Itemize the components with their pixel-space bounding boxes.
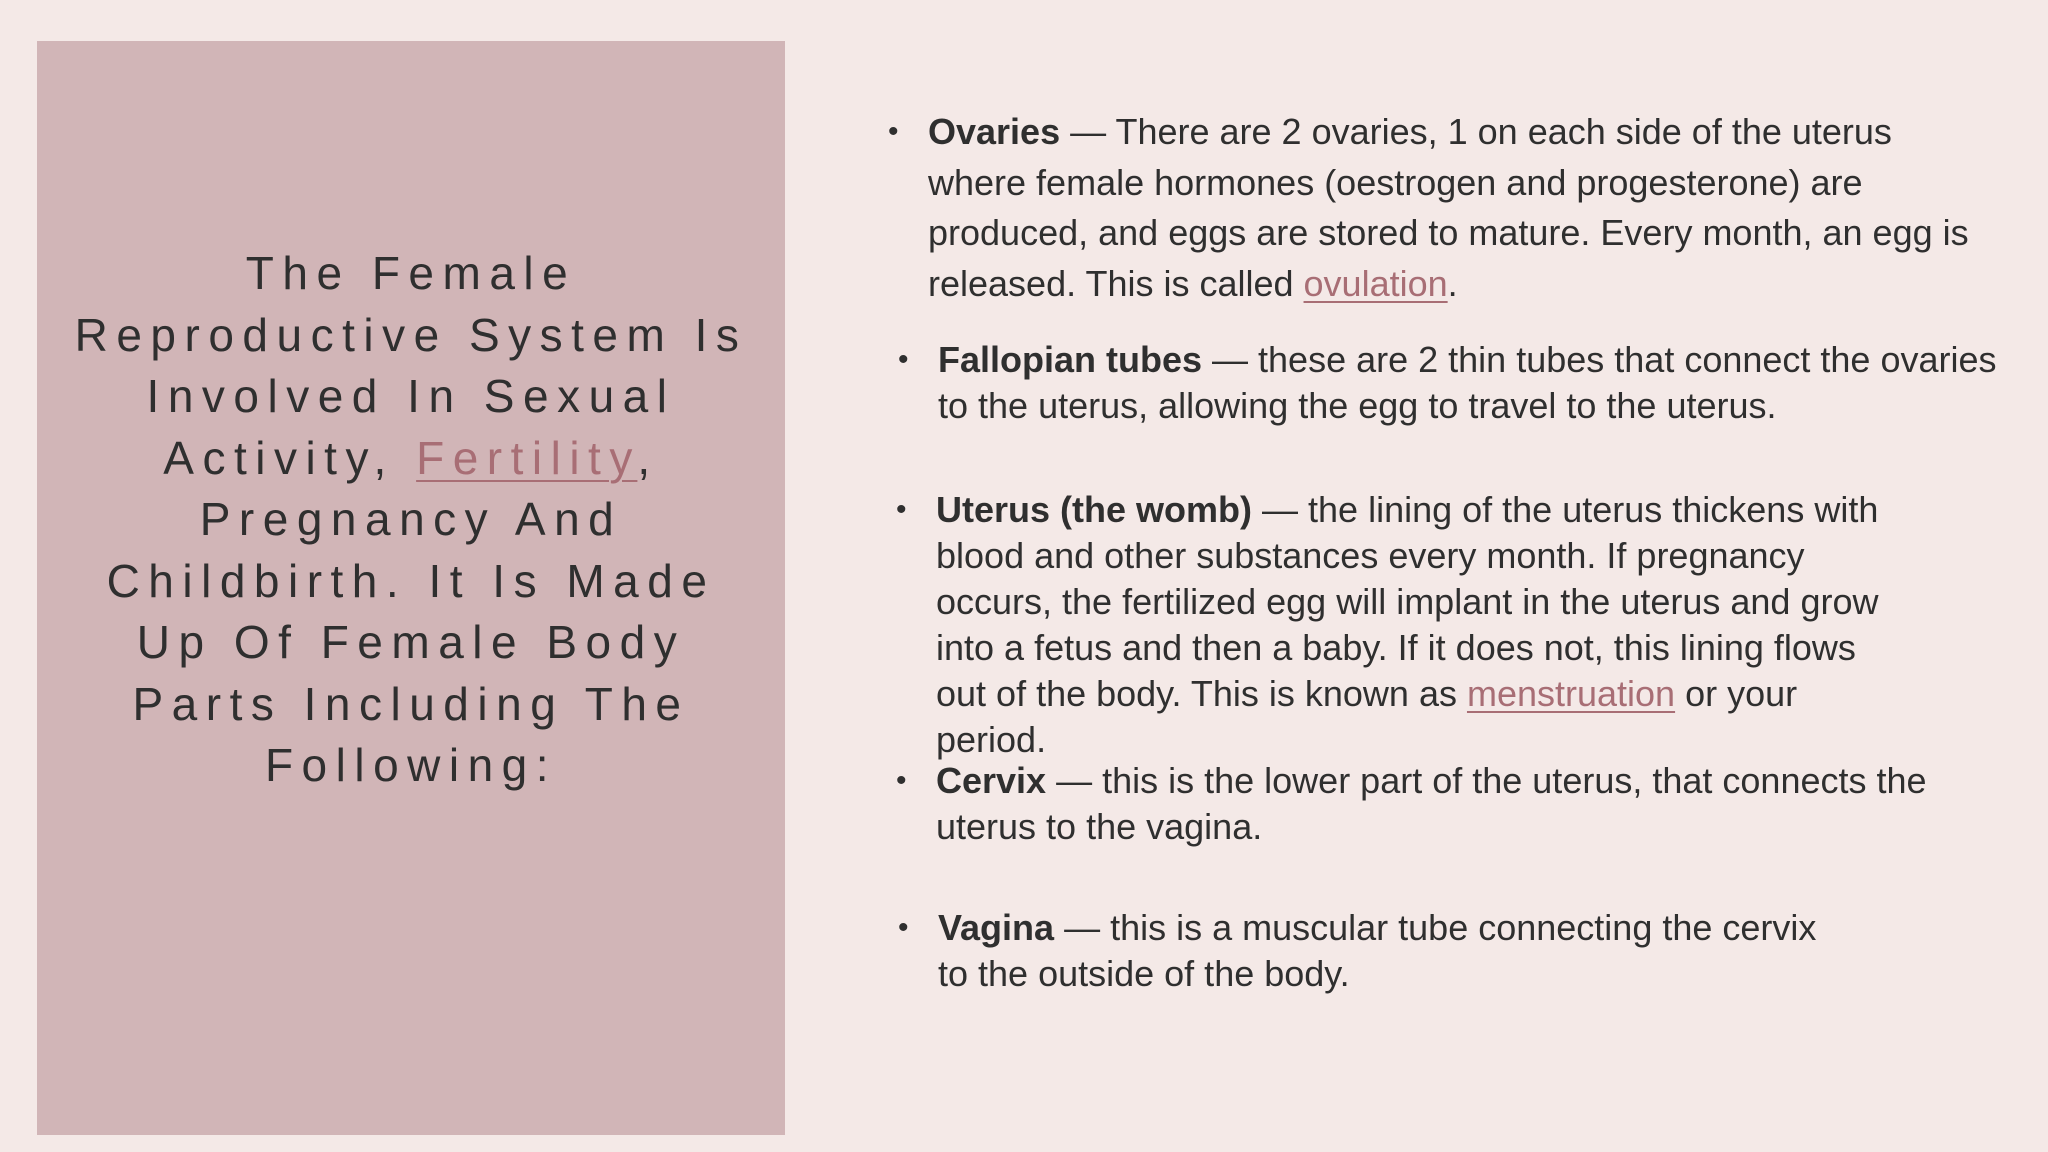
bullet-cervix	[896, 758, 1996, 850]
description-ovaries-end: .	[1447, 262, 1458, 304]
slide-title	[61, 243, 761, 797]
title-panel	[37, 41, 785, 1135]
term-vagina: Vagina	[938, 907, 1055, 948]
bullet-dot: •	[896, 493, 907, 526]
description-uterus: — the lining of the uterus thickens with blood and other substances every month. If pregnancy occurs, the fertilized egg will implant in the uterus and grow into a fetus and then a baby. If it does not, this lining flows out of the body. This is known as	[936, 489, 1879, 714]
fertility-link[interactable]: Fertility	[416, 431, 638, 484]
bullet-fallopian-tubes	[898, 337, 2018, 429]
description-uterus-end: or your period.	[936, 673, 1798, 760]
bullet-dot: •	[888, 115, 899, 148]
bullet-uterus	[896, 487, 1886, 763]
description-ovaries: — There are 2 ovaries, 1 on each side of the uterus where female hormones (oestrogen and progesterone) are produced, and eggs are stored to mature. Every month, an egg is released. This is called	[928, 111, 1969, 304]
ovulation-link[interactable]: ovulation	[1303, 262, 1448, 304]
bullet-dot: •	[898, 343, 909, 376]
bullet-vagina	[898, 905, 1818, 997]
description-vagina: — this is a muscular tube connecting the cervix to the outside of the body.	[938, 907, 1817, 994]
term-cervix: Cervix	[936, 760, 1047, 801]
description-cervix: — this is the lower part of the uterus, that connects the uterus to the vagina.	[936, 760, 1927, 847]
bullet-dot: •	[898, 911, 909, 944]
title-text-continued: , Pregnancy And Childbirth. It Is Made Up Of Female Body Parts Including The Following:	[106, 431, 716, 792]
term-fallopian-tubes: Fallopian tubes	[938, 339, 1203, 380]
description-fallopian-tubes: — these are 2 thin tubes that connect the ovaries to the uterus, allowing the egg to travel to the uterus.	[938, 339, 1997, 426]
menstruation-link[interactable]: menstruation	[1466, 673, 1676, 714]
term-uterus: Uterus (the womb)	[936, 489, 1253, 530]
bullet-ovaries	[888, 107, 1988, 309]
term-ovaries: Ovaries	[928, 111, 1061, 152]
title-text: The Female Reproductive System Is Involved In Sexual Activity,	[74, 247, 748, 484]
bullet-dot: •	[896, 764, 907, 797]
